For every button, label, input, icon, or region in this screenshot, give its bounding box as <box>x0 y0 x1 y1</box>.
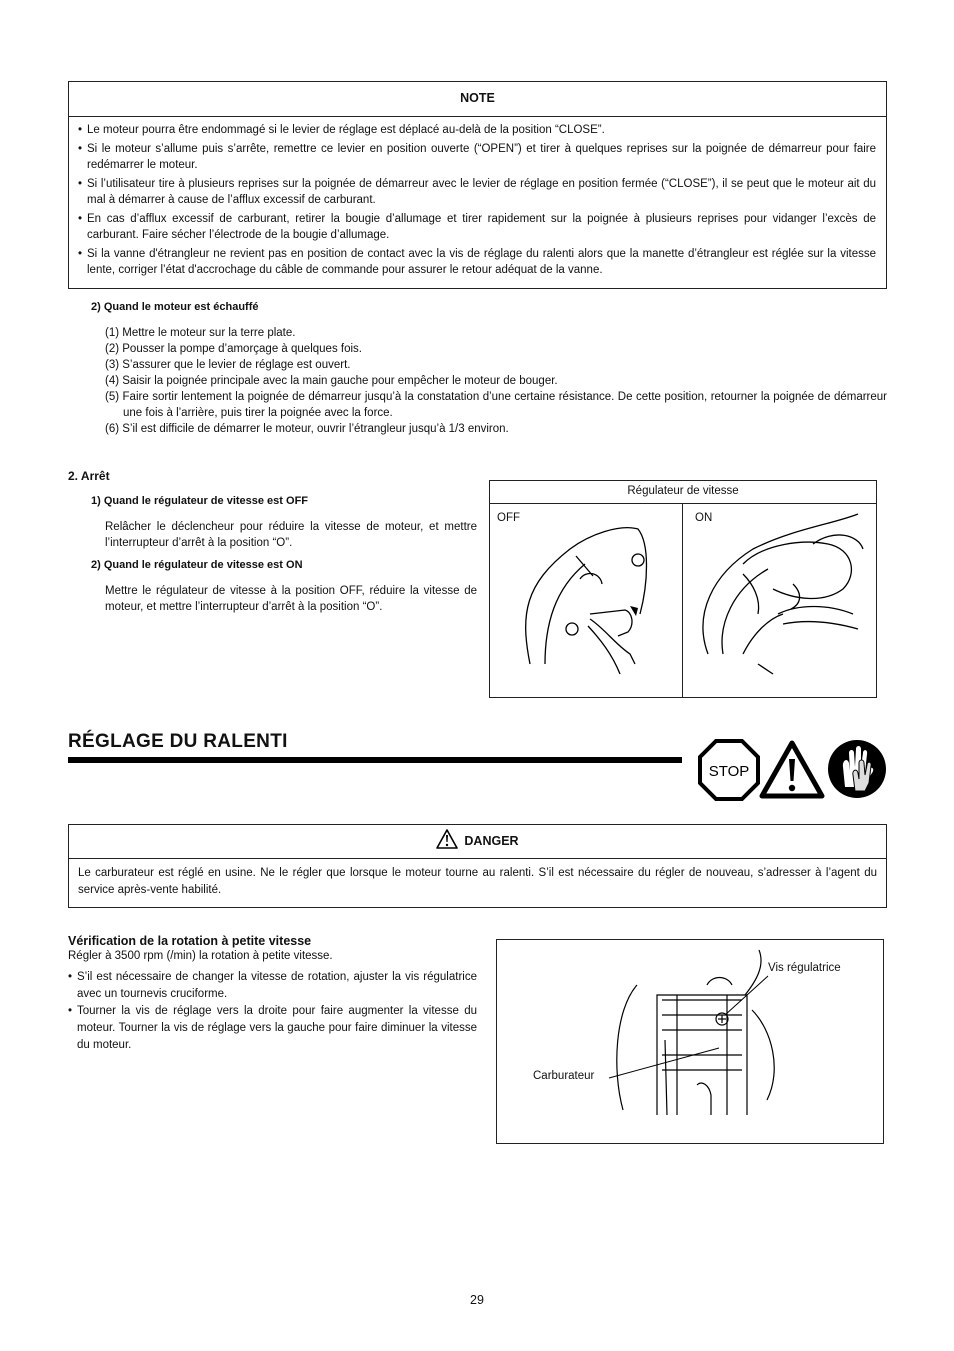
danger-header <box>69 825 886 859</box>
warm-step: (2) Pousser la pompe d’amorçage à quelques fois. <box>105 343 362 355</box>
note-item: • Si la vanne d'étrangleur ne revient pas en position de contact avec la vis de réglage du ralenti alors que la manette d’étrangleur est réglée sur la vitesse lente, corriger l’état d'accrochage du câble de commande pour assurer le retour adéquat de la vanne. <box>87 246 876 279</box>
note-box <box>68 81 887 289</box>
check-bullet: • Tourner la vis de réglage vers la droite pour faire augmenter la vitesse du moteur. Tourner la vis de réglage vers la gauche pour faire diminuer la vitesse du moteur. <box>68 1003 477 1054</box>
handle-on-illustration <box>683 504 877 698</box>
stop-on-heading: 2) Quand le régulateur de vitesse est ON <box>91 559 303 571</box>
check-bullet: • S’il est nécessaire de changer la vitesse de rotation, ajuster la vis régulatrice avec un tournevis cruciforme. <box>68 969 477 1003</box>
warning-triangle-icon <box>759 739 825 799</box>
section-title: RÉGLAGE DU RALENTI <box>68 731 288 752</box>
warm-step: (4) Saisir la poignée principale avec la main gauche pour empêcher le moteur de bouger. <box>105 375 558 387</box>
off-label: OFF <box>497 512 520 524</box>
stop-off-heading: 1) Quand le régulateur de vitesse est OFF <box>91 495 309 507</box>
warm-steps <box>105 325 887 437</box>
check-intro: Régler à 3500 rpm (/min) la rotation à petite vitesse. <box>68 950 333 962</box>
danger-warning-icon <box>436 829 458 849</box>
warm-heading: 2) Quand le moteur est échauffé <box>91 301 259 313</box>
note-item: • Si l’utilisateur tire à plusieurs reprises sur la poignée de démarreur avec le levier de réglage en position fermée (“CLOSE”), il se peut que le moteur ait du mal à démarrer à cause de l’afflux excessif de carburant. <box>87 176 876 209</box>
figure-title: Régulateur de vitesse <box>490 481 876 504</box>
check-heading: Vérification de la rotation à petite vitesse <box>68 934 312 948</box>
note-item: • Le moteur pourra être endommagé si le levier de réglage est déplacé au-delà de la position “CLOSE”. <box>87 122 876 139</box>
warm-step: (6) S’il est difficile de démarrer le moteur, ouvrir l’étrangleur jusqu’à 1/3 environ. <box>105 423 509 435</box>
handle-off-illustration <box>490 504 682 698</box>
danger-box <box>68 824 887 908</box>
note-item: • En cas d’afflux excessif de carburant, retirer la bougie d’allumage et tirer rapidement sur la poignée à plusieurs reprises pour vidanger l’excès de carburant. Faire sécher l’électrode de la bougie d’allumage. <box>87 211 876 244</box>
warm-step: (5) Faire sortir lentement la poignée de démarreur jusqu’à la constatation d’une certaine résistance. De cette position, retourner la poignée de démarreur une fois à l’arrière, puis tirer la poignée avec la force. <box>105 391 887 419</box>
danger-text: Le carburateur est réglé en usine. Ne le régler que lorsque le moteur tourne au ralenti. S’il est nécessaire du régler de nouveau, s’adresser à l’agent du service après-vente habilité. <box>78 867 877 896</box>
figure-off-panel <box>490 504 683 698</box>
carburetor-figure <box>496 939 884 1144</box>
carburetor-label: Carburateur <box>533 1070 595 1082</box>
on-label: ON <box>695 512 713 524</box>
check-bullets <box>68 969 477 1054</box>
note-item: • Si le moteur s’allume puis s’arrête, remettre ce levier en position ouverte (“OPEN”) et tirer à quelques reprises sur la poignée de démarreur pour faire redémarrer le moteur. <box>87 141 876 174</box>
warm-step: (3) S’assurer que le levier de réglage est ouvert. <box>105 359 351 371</box>
stop-heading: 2. Arrêt <box>68 469 110 483</box>
section-rule <box>68 757 682 763</box>
note-title: NOTE <box>69 82 886 117</box>
danger-title: DANGER <box>464 834 519 848</box>
warm-step: (1) Mettre le moteur sur la terre plate. <box>105 327 296 339</box>
stop-sign-text: STOP <box>708 763 750 780</box>
stop-on-text: Mettre le régulateur de vitesse à la position OFF, réduire la vitesse de moteur, et mettre l’interrupteur d’arrêt à la position “O”. <box>105 585 477 613</box>
speed-regulator-figure <box>489 480 877 698</box>
gloves-icon <box>827 739 887 799</box>
note-list <box>69 117 886 279</box>
figure-on-panel <box>683 504 877 698</box>
stop-off-text: Relâcher le déclencheur pour réduire la vitesse de moteur, et mettre l’interrupteur d’arrêt à la position “O”. <box>105 521 477 549</box>
screw-label: Vis régulatrice <box>768 962 841 974</box>
page-number: 29 <box>470 1293 484 1307</box>
stop-sign-icon <box>698 739 760 801</box>
